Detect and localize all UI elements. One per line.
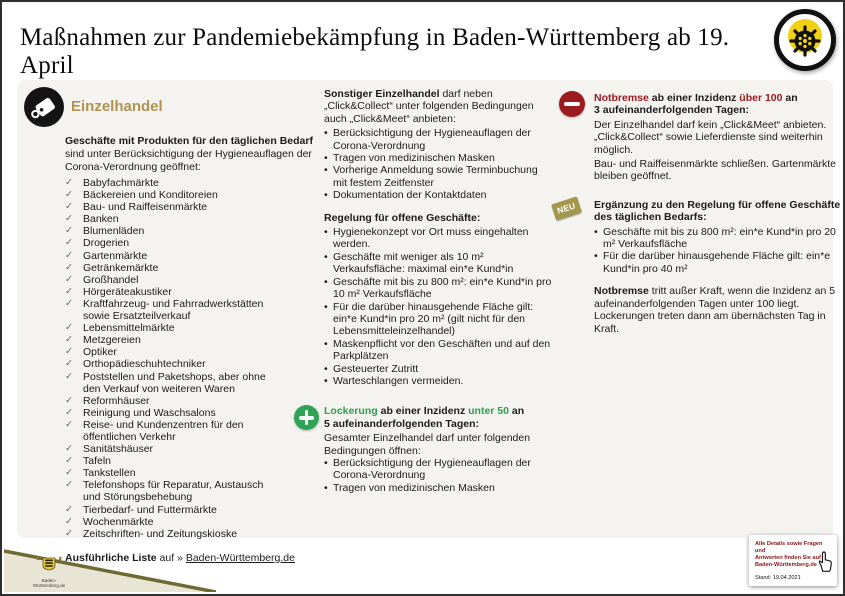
info-line-1: Alle Details sowie Fragen und (755, 541, 823, 554)
check-icon: ✓ (65, 515, 73, 527)
heading-lockerung: Lockerung ab einer Inzidenz unter 50 an 5 aufeinanderfolgenden Tagen: (324, 405, 525, 430)
heading-ergaenzung: Ergänzung zu den Regelung für offene Geschäfte des täglichen Bedarfs: (594, 198, 841, 224)
checklist-item-label: Kraftfahrzeug- und Fahrradwerkstätten sowie Ersatzteilverkauf (83, 297, 264, 323)
check-icon: ✓ (65, 237, 73, 249)
bullet-item: • Berücksichtigung der Hygieneauflagen der Corona-Verordnung (324, 127, 552, 152)
bullet-item: • Maskenpflicht vor den Geschäften und auf den Parkplätzen (324, 338, 552, 363)
checklist-item-label: Reise- und Kundenzentren für den öffentlichen Verkehr (83, 418, 244, 443)
check-icon: ✓ (65, 479, 73, 491)
section-lockerung (324, 405, 552, 494)
heading-einzelhandel: Einzelhandel (71, 97, 163, 115)
hand-cursor-icon (816, 551, 833, 578)
checklist-item (65, 262, 285, 274)
ausserkraft-text: Notbremse tritt außer Kraft, wenn die Inzidenz an 5 aufeinanderfolgenden Tagen unter 100 liegt. Lockerungen treten dann am übernächsten Tag in Kraft. (594, 285, 836, 335)
full-list-bold: Ausführliche Liste (65, 551, 157, 564)
checklist-item (65, 419, 285, 443)
lockerung-lead: Gesamter Einzelhandel darf unter folgenden Bedingungen öffnen: (324, 432, 531, 457)
price-tag-icon (24, 87, 64, 127)
check-icon: ✓ (65, 503, 73, 515)
bullet-item: • Tragen von medizinischen Masken (324, 152, 552, 164)
page-title: Maßnahmen zur Pandemiebekämpfung in Baden-Württemberg ab 19. April (20, 24, 730, 79)
column-right (555, 92, 845, 335)
info-line-2: Antworten finden Sie auf (755, 555, 821, 561)
check-icon: ✓ (65, 455, 73, 467)
check-icon: ✓ (65, 261, 73, 273)
einzelhandel-intro (65, 135, 320, 174)
checklist-item-label: Wochenmärkte (83, 515, 154, 528)
check-icon: ✓ (65, 201, 73, 213)
sonstiger-lead-bold: Sonstiger Einzelhandel (324, 88, 440, 100)
checklist-item (65, 237, 285, 249)
notbremse-body-2: Bau- und Raiffeisenmärkte schließen. Gartenmärkte bleiben geöffnet. (594, 158, 837, 183)
check-icon: ✓ (65, 418, 73, 430)
check-icon: ✓ (65, 346, 73, 358)
checklist-item-label: Babyfachmärkte (83, 177, 159, 189)
check-icon: ✓ (65, 273, 73, 285)
checklist-item (65, 274, 285, 286)
sonstiger-lead-rest: darf neben „Click&Collect“ unter folgenden Bedingungen auch „Click&Meet“ anbieten: (324, 88, 534, 125)
check-icon: ✓ (65, 467, 73, 479)
heading-regelung: Regelung für offene Geschäfte: (324, 211, 481, 224)
checklist-item (65, 479, 285, 503)
checklist-item (65, 516, 285, 528)
bullet-item: • Für die darüber hinausgehende Fläche gilt: ein*e Kund*in pro 40 m² (594, 250, 845, 275)
checklist-item-label: Poststellen und Paketshops, aber ohne den Verkauf von weiteren Waren (83, 370, 266, 395)
notbremse-word: Notbremse (594, 92, 649, 104)
bullet-item: • Gesteuerter Zutritt (324, 363, 552, 375)
intro-rest-text: sind unter Berücksichtigung der Hygieneauflagen der Corona-Verordnung geöffnet: (65, 148, 312, 173)
lockerung-word: Lockerung (324, 405, 378, 418)
checklist-item-label: Bau- und Raiffeisenmärkte (83, 201, 208, 214)
bullet-item: • Dokumentation der Kontaktdaten (324, 189, 552, 201)
checklist-item-label: Bäckereien und Konditoreien (83, 189, 218, 202)
checklist-item-label: Orthopädieschuhtechniker (83, 358, 206, 371)
checklist-item (65, 371, 285, 395)
intro-bold-text: Geschäfte mit Produkten für den täglichen Bedarf (65, 135, 313, 147)
bw-logo (26, 554, 72, 588)
column-middle (324, 88, 552, 504)
minus-icon (559, 91, 585, 117)
check-icon: ✓ (65, 322, 73, 334)
coat-of-arms-icon (32, 554, 66, 572)
checklist-item-label: Hörgeräteakustiker (83, 285, 172, 298)
bullet-item: • Geschäfte mit bis zu 800 m²: ein*e Kund*in pro 20 m² Verkaufsfläche (594, 226, 845, 251)
section-ergaenzung (555, 198, 845, 275)
bullet-item: • Vorherige Anmeldung sowie Terminbuchung mit festem Zeitfenster (324, 164, 552, 189)
checklist-item-label: Optiker (83, 346, 117, 359)
bullet-item: • Hygienekonzept vor Ort muss eingehalten werden. (324, 226, 552, 251)
checklist-item (65, 504, 285, 516)
check-icon: ✓ (65, 527, 73, 539)
checklist-item-label: Getränkemärkte (83, 261, 159, 274)
check-icon: ✓ (65, 189, 73, 201)
checklist-item (65, 250, 285, 262)
check-icon: ✓ (65, 213, 73, 225)
neu-badge: NEU (551, 196, 582, 220)
stand-date: Stand: 19.04.2021 (755, 575, 801, 581)
checklist-item-label: Tierbedarf- und Futtermärkte (83, 503, 217, 516)
check-icon: ✓ (65, 358, 73, 370)
check-icon: ✓ (65, 225, 73, 237)
checklist-item (65, 395, 285, 407)
checklist-item-label: Lebensmittelmärkte (83, 322, 175, 335)
checklist-item-label: Blumenläden (83, 225, 145, 238)
full-list-mid: auf » (156, 551, 186, 564)
regelung-list (324, 226, 552, 387)
section-notbremse (594, 92, 845, 183)
checklist-item-label: Metzgereien (83, 334, 141, 347)
checklist-item-label: Tafeln (83, 455, 112, 468)
checklist-item-label: Zeitschriften- und Zeitungskioske (83, 527, 238, 540)
check-icon: ✓ (65, 443, 73, 455)
incidence-under-50: unter 50 (468, 405, 509, 418)
check-icon: ✓ (65, 334, 73, 346)
check-icon: ✓ (65, 177, 73, 188)
info-line-3: Baden-Württemberg.de (755, 562, 817, 568)
checklist-item (65, 177, 285, 189)
bullet-item: • Geschäfte mit bis zu 800 m²: ein*e Kund*in pro 10 m² Verkaufsfläche (324, 276, 552, 301)
checklist-item (65, 225, 285, 237)
section-sonstiger-einzelhandel (324, 88, 552, 202)
notbremse-body-1: Der Einzelhandel darf kein „Click&Meet“ anbieten. „Click&Collect“ sowie Lieferdienste sind weiterhin möglich. (594, 118, 827, 156)
ausserkraft-bold: Notbremse (594, 285, 649, 298)
checklist-item (65, 334, 285, 346)
check-icon: ✓ (65, 285, 73, 297)
lockerung-list (324, 457, 552, 494)
checklist-item (65, 189, 285, 201)
bw-logo-label: Baden-Württemberg.de (32, 578, 66, 588)
sonstiger-conditions-list (324, 127, 552, 201)
bullet-item: • Für die darüber hinausgehende Fläche gilt: ein*e Kund*in pro 20 m² (gilt nicht für den Lebensmitteleinzelhandel) (324, 301, 552, 338)
checklist-item-label: Großhandel (83, 273, 139, 286)
checklist-item (65, 455, 285, 467)
checklist-item-label: Reinigung und Waschsalons (83, 406, 216, 419)
checklist-item (65, 467, 285, 479)
shop-checklist (65, 177, 285, 540)
check-icon: ✓ (65, 394, 73, 406)
ergaenzung-list (594, 226, 845, 276)
check-icon: ✓ (65, 249, 73, 261)
checklist-item (65, 443, 285, 455)
bullet-item: • Warteschlangen vermeiden. (324, 375, 552, 387)
checklist-item-label: Banken (83, 213, 119, 226)
checklist-item (65, 407, 285, 419)
checklist-item (65, 201, 285, 213)
check-icon: ✓ (65, 370, 73, 382)
virus-logo-icon (774, 9, 836, 71)
bullet-item: • Berücksichtigung der Hygieneauflagen der Corona-Verordnung (324, 457, 552, 482)
check-icon: ✓ (65, 297, 73, 309)
checklist-item (65, 322, 285, 334)
details-info-card[interactable] (749, 535, 837, 586)
section-einzelhandel (24, 87, 322, 564)
checklist-item (65, 358, 285, 370)
section-regelung (324, 212, 552, 388)
heading-notbremse: Notbremse ab einer Inzidenz über 100 an 3 aufeinanderfolgenden Tagen: (594, 92, 798, 117)
checklist-item (65, 286, 285, 298)
checklist-item-label: Tankstellen (83, 467, 136, 480)
checklist-item-label: Drogerien (83, 237, 130, 250)
bullet-item: • Geschäfte mit weniger als 10 m² Verkaufsfläche: maximal ein*e Kund*in (324, 251, 552, 276)
bullet-item: • Tragen von medizinischen Masken (324, 482, 552, 494)
baden-wuerttemberg-link[interactable]: Baden-Württemberg.de (185, 551, 295, 564)
checklist-item-label: Sanitätshäuser (83, 443, 154, 456)
checklist-item (65, 213, 285, 225)
checklist-item-label: Telefonshops für Reparatur, Austausch und Störungsbehebung (83, 479, 264, 504)
checklist-item (65, 298, 285, 322)
checklist-item-label: Gartenmärkte (83, 249, 148, 262)
incidence-over-100: über 100 (739, 92, 783, 104)
sonstiger-lead (324, 88, 552, 125)
section-notbremse-ausser-kraft (594, 285, 845, 335)
checklist-item (65, 528, 285, 540)
checklist-item (65, 346, 285, 358)
check-icon: ✓ (65, 406, 73, 418)
checklist-item-label: Reformhäuser (83, 394, 150, 407)
